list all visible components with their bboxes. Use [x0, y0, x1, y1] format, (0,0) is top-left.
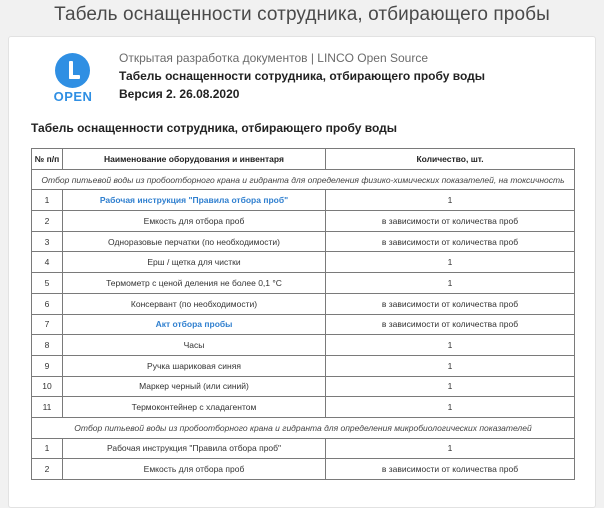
row-number: 9	[32, 355, 63, 376]
row-number: 2	[32, 211, 63, 232]
logo-l-icon	[55, 53, 90, 88]
row-quantity: в зависимости от количества проб	[326, 211, 575, 232]
header-source-line: Открытая разработка документов | LINCO Open Source	[119, 51, 428, 65]
row-name: Ручка шариковая синяя	[63, 355, 326, 376]
table-row	[32, 293, 575, 314]
logo-text: OPEN	[53, 89, 93, 104]
row-name: Термоконтейнер с хладагентом	[63, 397, 326, 418]
row-number: 1	[32, 190, 63, 211]
row-name: Консервант (по необходимости)	[63, 293, 326, 314]
table-row	[32, 335, 575, 356]
table-header-row	[32, 149, 575, 170]
linco-open-logo	[53, 53, 93, 105]
row-name: Одноразовые перчатки (по необходимости)	[63, 231, 326, 252]
table-row	[32, 355, 575, 376]
row-number: 1	[32, 438, 63, 459]
row-number: 10	[32, 376, 63, 397]
table-row	[32, 252, 575, 273]
column-header-number: № п/п	[32, 149, 63, 170]
equipment-table	[31, 148, 575, 480]
row-quantity: в зависимости от количества проб	[326, 314, 575, 335]
row-quantity: в зависимости от количества проб	[326, 231, 575, 252]
row-number: 5	[32, 273, 63, 294]
document-card	[8, 36, 596, 508]
section-row	[32, 169, 575, 190]
section-title: Отбор питьевой воды из пробоотборного крана и гидранта для определения физико-химических показателей, на токсичность	[32, 169, 575, 190]
header-document-title: Табель оснащенности сотрудника, отбирающего пробу воды	[119, 69, 486, 83]
row-quantity: 1	[326, 355, 575, 376]
row-quantity: 1	[326, 397, 575, 418]
row-quantity: в зависимости от количества проб	[326, 459, 575, 480]
row-name: Часы	[63, 335, 326, 356]
row-quantity: 1	[326, 438, 575, 459]
document-heading: Табель оснащенности сотрудника, отбирающего пробу воды	[31, 121, 398, 135]
row-quantity: 1	[326, 273, 575, 294]
table-row	[32, 376, 575, 397]
row-number: 6	[32, 293, 63, 314]
row-name: Емкость для отбора проб	[63, 211, 326, 232]
row-name: Ерш / щетка для чистки	[63, 252, 326, 273]
table-row	[32, 190, 575, 211]
row-quantity: 1	[326, 190, 575, 211]
page-title: Табель оснащенности сотрудника, отбирающего пробы	[54, 4, 550, 25]
row-name: Маркер черный (или синий)	[63, 376, 326, 397]
section-title: Отбор питьевой воды из пробоотборного крана и гидранта для определения микробиологических показателей	[32, 417, 575, 438]
row-number: 7	[32, 314, 63, 335]
row-quantity: 1	[326, 335, 575, 356]
table-row	[32, 273, 575, 294]
row-name-link[interactable]: Рабочая инструкция "Правила отбора проб"	[63, 190, 326, 211]
row-name-link[interactable]: Акт отбора пробы	[63, 314, 326, 335]
row-quantity: 1	[326, 252, 575, 273]
column-header-quantity: Количество, шт.	[326, 149, 575, 170]
row-number: 11	[32, 397, 63, 418]
row-name: Рабочая инструкция "Правила отбора проб"	[63, 438, 326, 459]
table-row	[32, 231, 575, 252]
row-quantity: в зависимости от количества проб	[326, 293, 575, 314]
row-number: 4	[32, 252, 63, 273]
table-row	[32, 459, 575, 480]
header-version: Версия 2. 26.08.2020	[119, 87, 240, 101]
column-header-name: Наименование оборудования и инвентаря	[63, 149, 326, 170]
table-row	[32, 314, 575, 335]
table-row	[32, 211, 575, 232]
section-row	[32, 417, 575, 438]
row-name: Емкость для отбора проб	[63, 459, 326, 480]
row-name: Термометр с ценой деления не более 0,1 °С	[63, 273, 326, 294]
row-number: 8	[32, 335, 63, 356]
row-quantity: 1	[326, 376, 575, 397]
table-row	[32, 397, 575, 418]
table-row	[32, 438, 575, 459]
row-number: 2	[32, 459, 63, 480]
row-number: 3	[32, 231, 63, 252]
